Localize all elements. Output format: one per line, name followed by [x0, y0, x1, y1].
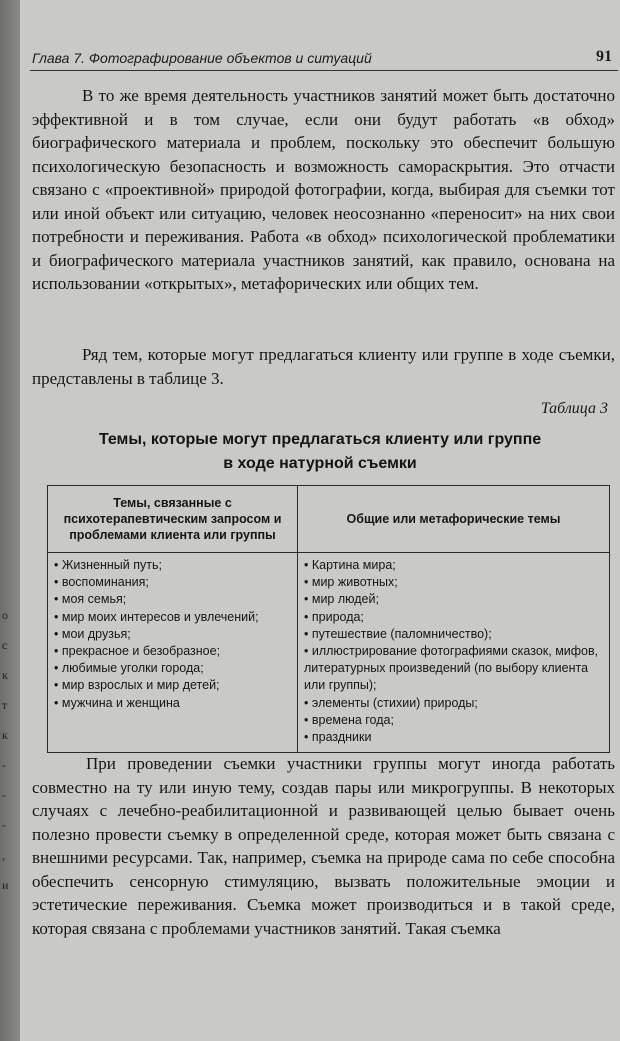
list-item: • Картина мира; [304, 557, 603, 574]
col2-cell [298, 553, 610, 753]
table-title [80, 428, 560, 476]
list-item: • мужчина и женщина [54, 695, 291, 712]
list-item: • мир животных; [304, 574, 603, 591]
adjacent-page-margin-marks [2, 600, 16, 900]
paragraph-1: В то же время деятельность участников занятий может быть достаточно эффективной и в том случае, если они будут работать «в обход» биографического материала и проблем, поскольку это обеспечит большую психологическую безопасность и возможность самораскрытия. Это отчасти связано с «проективной» природой фотографии, когда, выбирая для съемки тот или иной объект или ситуацию, человек неосознанно «переносит» на них свои потребности и переживания. Работа «в обход» психологической проблематики и биографического материала участников занятий, как правило, основана на использовании «открытых», метафорических или общих тем. [32, 86, 615, 293]
list-item: • природа; [304, 609, 603, 626]
col1-list [54, 557, 291, 712]
list-item: • мир моих интересов и увлечений; [54, 609, 291, 626]
margin-mark: с [2, 638, 8, 652]
margin-mark: , [2, 848, 5, 862]
table-label: Таблица 3 [540, 400, 608, 417]
margin-mark: и [2, 878, 9, 892]
table-header-row [48, 486, 610, 553]
margin-mark: к [2, 728, 8, 742]
list-item: • элементы (стихии) природы; [304, 695, 603, 712]
list-item: • путешествие (паломничество); [304, 626, 603, 643]
page-number: 91 [596, 48, 612, 65]
list-item: • мои друзья; [54, 626, 291, 643]
paragraph-3: При проведении съемки участники группы могут иногда работать совместно на ту или иную тему, создав пары или микрогруппы. В некоторых случаях с лечебно-реабилитационной и развивающей целью бывает очень полезно провести съемку в определенной среде, которая может быть связана с внешними ресурсами. Так, например, съемка на природе сама по себе способна обеспечить сенсорную стимуляцию, вызвать положительные эмоции и эстетические переживания. Съемка может производиться и в такой среде, которая связана с проблемами участников занятий. Такая съемка [32, 754, 615, 938]
col2-header: Общие или метафорические темы [298, 486, 610, 553]
table-title-line-2: в ходе натурной съемки [223, 455, 417, 472]
list-item: • мир взрослых и мир детей; [54, 677, 291, 694]
list-item: • Жизненный путь; [54, 557, 291, 574]
list-item: • иллюстрирование фотографиями сказок, мифов, литературных произведений (по выбору клиента или группы); [304, 643, 603, 695]
col1-header: Темы, связанные с психотерапевтическим запросом и проблемами клиента или группы [48, 486, 298, 553]
header-rule [30, 70, 618, 71]
table-body-row [48, 553, 610, 753]
paragraph-2: Ряд тем, которые могут предлагаться клиенту или группе в ходе съемки, представлены в таблице 3. [32, 345, 615, 388]
running-header [32, 48, 612, 70]
list-item: • моя семья; [54, 591, 291, 608]
margin-mark: - [2, 818, 6, 832]
col1-cell [48, 553, 298, 753]
chapter-title: Глава 7. Фотографирование объектов и ситуаций [32, 50, 372, 66]
list-item: • воспоминания; [54, 574, 291, 591]
list-item: • любимые уголки города; [54, 660, 291, 677]
list-item: • времена года; [304, 712, 603, 729]
margin-mark: - [2, 788, 6, 802]
list-item: • прекрасное и безобразное; [54, 643, 291, 660]
list-item: • праздники [304, 729, 603, 746]
margin-mark: к [2, 668, 8, 682]
list-item: • мир людей; [304, 591, 603, 608]
book-page [20, 0, 620, 1041]
col2-list [304, 557, 603, 746]
margin-mark: о [2, 608, 8, 622]
margin-mark: т [2, 698, 8, 712]
table-title-line-1: Темы, которые могут предлагаться клиенту или группе [98, 431, 542, 448]
margin-mark: - [2, 758, 6, 772]
themes-table [47, 485, 610, 753]
